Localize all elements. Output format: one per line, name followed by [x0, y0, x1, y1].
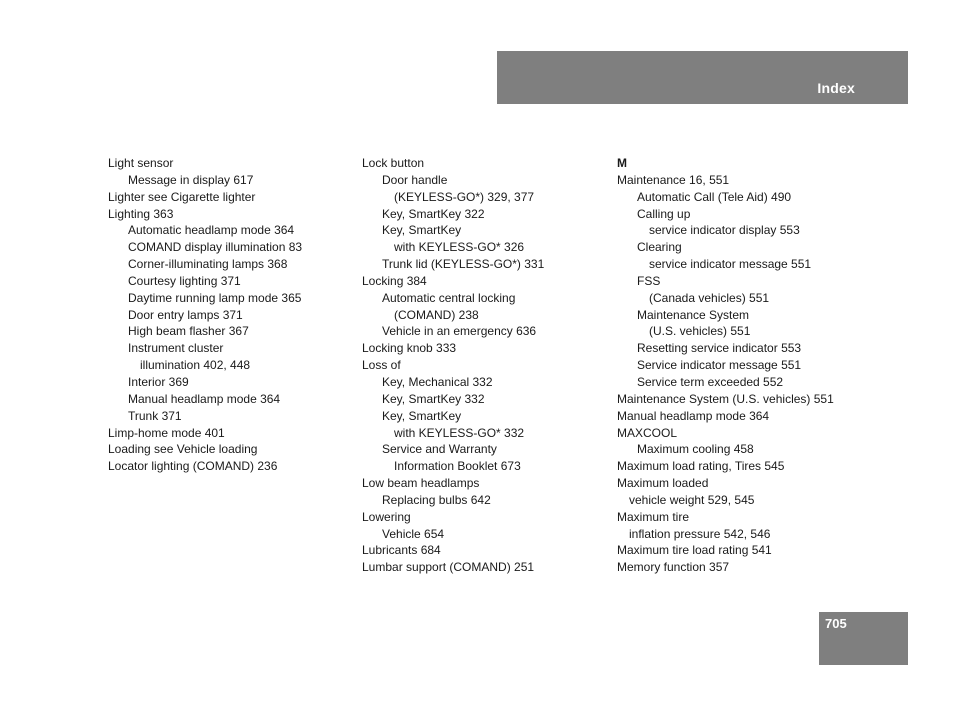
index-entry: Automatic Call (Tele Aid) 490	[637, 189, 792, 204]
index-entry: Locking knob 333	[362, 341, 457, 356]
index-entry: Resetting service indicator 553	[637, 341, 802, 356]
index-entry: Lock button	[362, 156, 425, 170]
index-entry: Replacing bulbs 642	[382, 492, 491, 507]
index-entry: Courtesy lighting 371	[128, 273, 241, 288]
index-entry: Service indicator message 551	[637, 358, 802, 373]
index-entry: Door entry lamps 371	[128, 307, 243, 322]
index-entry: Information Booklet 673	[394, 459, 521, 474]
index-entry: High beam flasher 367	[128, 324, 249, 339]
index-entry: inflation pressure 542, 546	[629, 526, 771, 541]
page-number: 705	[825, 616, 847, 631]
index-entry: Key, Mechanical 332	[382, 374, 493, 389]
index-entry: Locking 384	[362, 273, 427, 288]
index-entry: Maximum loaded	[617, 476, 709, 491]
index-column-3	[617, 155, 867, 576]
index-entry: Maintenance System	[637, 307, 750, 322]
index-entry: Lubricants 684	[362, 543, 441, 558]
index-column-1	[108, 155, 358, 475]
index-entry: Instrument cluster	[128, 341, 224, 356]
index-column-2	[362, 155, 612, 576]
index-entry: (Canada vehicles) 551	[649, 290, 770, 305]
index-entry: service indicator message 551	[649, 257, 812, 272]
index-entry: Trunk lid (KEYLESS-GO*) 331	[382, 257, 545, 272]
index-entry: Interior 369	[128, 374, 189, 389]
index-entry: Maximum tire	[617, 509, 690, 524]
index-entry: FSS	[637, 273, 661, 288]
index-entry: Key, SmartKey	[382, 408, 462, 423]
index-entry: Lighter see Cigarette lighter	[108, 189, 256, 204]
index-entry: COMAND display illumination 83	[128, 240, 303, 255]
index-entry: Trunk 371	[128, 408, 182, 423]
index-entry: Maximum load rating, Tires 545	[617, 459, 785, 474]
index-entry: Maximum tire load rating 541	[617, 543, 772, 558]
index-entry: Lighting 363	[108, 206, 174, 221]
index-entry: Light sensor	[108, 156, 174, 170]
index-entry: Automatic central locking	[382, 290, 516, 305]
index-entry: Limp-home mode 401	[108, 425, 225, 440]
index-entry: Maximum cooling 458	[637, 442, 754, 457]
index-entry: with KEYLESS-GO* 326	[394, 240, 525, 255]
index-entry: Maintenance 16, 551	[617, 172, 730, 187]
index-entry: (U.S. vehicles) 551	[649, 324, 751, 339]
index-entry: Key, SmartKey 332	[382, 391, 485, 406]
index-entry: Memory function 357	[617, 560, 730, 575]
index-entry: Message in display 617	[128, 172, 254, 187]
index-entry: Low beam headlamps	[362, 476, 480, 491]
index-entry: Vehicle 654	[382, 526, 445, 541]
index-entry: Corner-illuminating lamps 368	[128, 257, 288, 272]
index-entry: Daytime running lamp mode 365	[128, 290, 302, 305]
index-entry: (COMAND) 238	[394, 307, 479, 322]
section-header-bar	[497, 51, 908, 104]
index-entry: Locator lighting (COMAND) 236	[108, 459, 278, 474]
index-entry: MAXCOOL	[617, 425, 678, 440]
page-number-box	[819, 612, 908, 665]
index-entry: Lumbar support (COMAND) 251	[362, 560, 535, 575]
index-entry: Lowering	[362, 509, 411, 524]
index-entry: (KEYLESS-GO*) 329, 377	[394, 189, 535, 204]
index-entry: with KEYLESS-GO* 332	[394, 425, 525, 440]
index-entry: illumination 402, 448	[140, 358, 251, 373]
section-letter: M	[617, 156, 627, 170]
index-entry: Calling up	[637, 206, 691, 221]
index-entry: Clearing	[637, 240, 682, 255]
index-entry: Automatic headlamp mode 364	[128, 223, 295, 238]
index-entry: Maintenance System (U.S. vehicles) 551	[617, 391, 834, 406]
index-entry: service indicator display 553	[649, 223, 800, 238]
index-entry: Key, SmartKey	[382, 223, 462, 238]
index-entry: Loading see Vehicle loading	[108, 442, 258, 457]
section-title: Index	[817, 80, 855, 96]
index-entry: Service term exceeded 552	[637, 374, 784, 389]
index-entry: Vehicle in an emergency 636	[382, 324, 537, 339]
index-entry: Service and Warranty	[382, 442, 497, 457]
index-entry: Loss of	[362, 358, 401, 373]
index-entry: vehicle weight 529, 545	[629, 492, 755, 507]
index-entry: Door handle	[382, 172, 448, 187]
index-entry: Key, SmartKey 322	[382, 206, 485, 221]
index-entry: Manual headlamp mode 364	[128, 391, 281, 406]
index-entry: Manual headlamp mode 364	[617, 408, 770, 423]
